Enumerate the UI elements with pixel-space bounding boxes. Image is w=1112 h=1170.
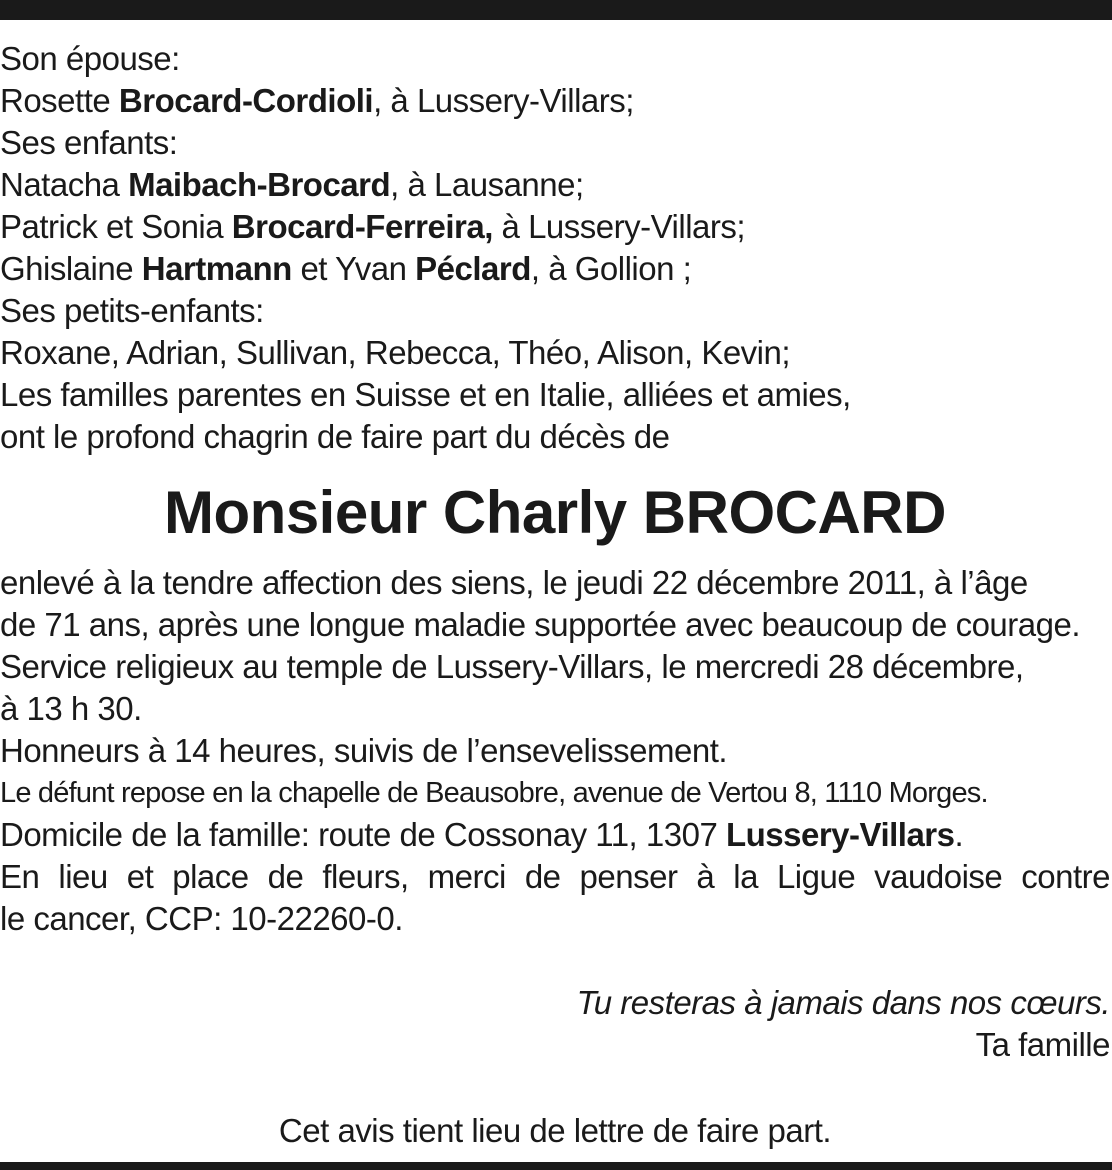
- details-line-1: enlevé à la tendre affection des siens, le jeudi 22 décembre 2011, à l’âge: [0, 564, 1028, 601]
- domicile-town: Lussery-Villars: [725, 816, 955, 853]
- spacer: [0, 940, 1110, 982]
- partner-first-name: et Yvan: [291, 250, 416, 287]
- spouse-first-name: Rosette: [0, 82, 119, 119]
- child-line-2: [0, 206, 1110, 248]
- top-rule: [0, 0, 1112, 20]
- obituary-notice: [0, 38, 1110, 1152]
- child-last-name: Brocard-Ferreira,: [231, 208, 493, 245]
- spouse-place: , à Lussery-Villars;: [373, 82, 634, 119]
- child-last-name: Maibach-Brocard: [128, 166, 391, 203]
- details-line-4: à 13 h 30.: [0, 690, 142, 727]
- spacer: [0, 1066, 1110, 1110]
- details-line-5: Honneurs à 14 heures, suivis de l’ensevelissement.: [0, 732, 728, 769]
- deceased-name: Monsieur Charly BROCARD: [164, 479, 946, 546]
- domicile-line: [0, 814, 1110, 856]
- children-heading: Ses enfants:: [0, 124, 178, 161]
- bottom-rule: [0, 1162, 1112, 1170]
- closing-quote: Tu resteras à jamais dans nos cœurs.: [576, 984, 1110, 1021]
- child-last-name: Hartmann: [141, 250, 292, 287]
- closing-signature: Ta famille: [975, 1026, 1110, 1063]
- domicile-period: .: [954, 816, 964, 853]
- footer-note: Cet avis tient lieu de lettre de faire part.: [278, 1112, 832, 1149]
- grandchildren-list: Roxane, Adrian, Sullivan, Rebecca, Théo, Alison, Kevin;: [0, 334, 791, 371]
- donation-line-2: le cancer, CCP: 10-22260-0.: [0, 900, 403, 937]
- details-line-6: Le défunt repose en la chapelle de Beausobre, avenue de Vertou 8, 1110 Morges.: [0, 777, 988, 809]
- donation-line-1: En lieu et place de fleurs, merci de penser à la Ligue vaudoise contre: [0, 858, 1110, 895]
- child-first-name: Natacha: [0, 166, 129, 203]
- partner-last-name: Péclard: [415, 250, 531, 287]
- child-place: , à Gollion ;: [530, 250, 692, 287]
- spouse-last-name: Brocard-Cordioli: [118, 82, 374, 119]
- child-first-name: Ghislaine: [0, 250, 142, 287]
- child-place: , à Lausanne;: [390, 166, 584, 203]
- grandchildren-heading: Ses petits-enfants:: [0, 292, 264, 329]
- relatives-line: Les familles parentes en Suisse et en Italie, alliées et amies,: [0, 376, 851, 413]
- details-line-3: Service religieux au temple de Lussery-Villars, le mercredi 28 décembre,: [0, 648, 1024, 685]
- child-line-1: [0, 164, 1110, 206]
- child-place: à Lussery-Villars;: [492, 208, 746, 245]
- child-line-3: [0, 248, 1110, 290]
- domicile-address: Domicile de la famille: route de Cossonay 11, 1307: [0, 816, 726, 853]
- details-line-2: de 71 ans, après une longue maladie supportée avec beaucoup de courage.: [0, 606, 1080, 643]
- announcement-line: ont le profond chagrin de faire part du décès de: [0, 418, 670, 455]
- spouse-line: [0, 80, 1110, 122]
- child-first-name: Patrick et Sonia: [0, 208, 232, 245]
- spouse-heading: Son épouse:: [0, 40, 180, 77]
